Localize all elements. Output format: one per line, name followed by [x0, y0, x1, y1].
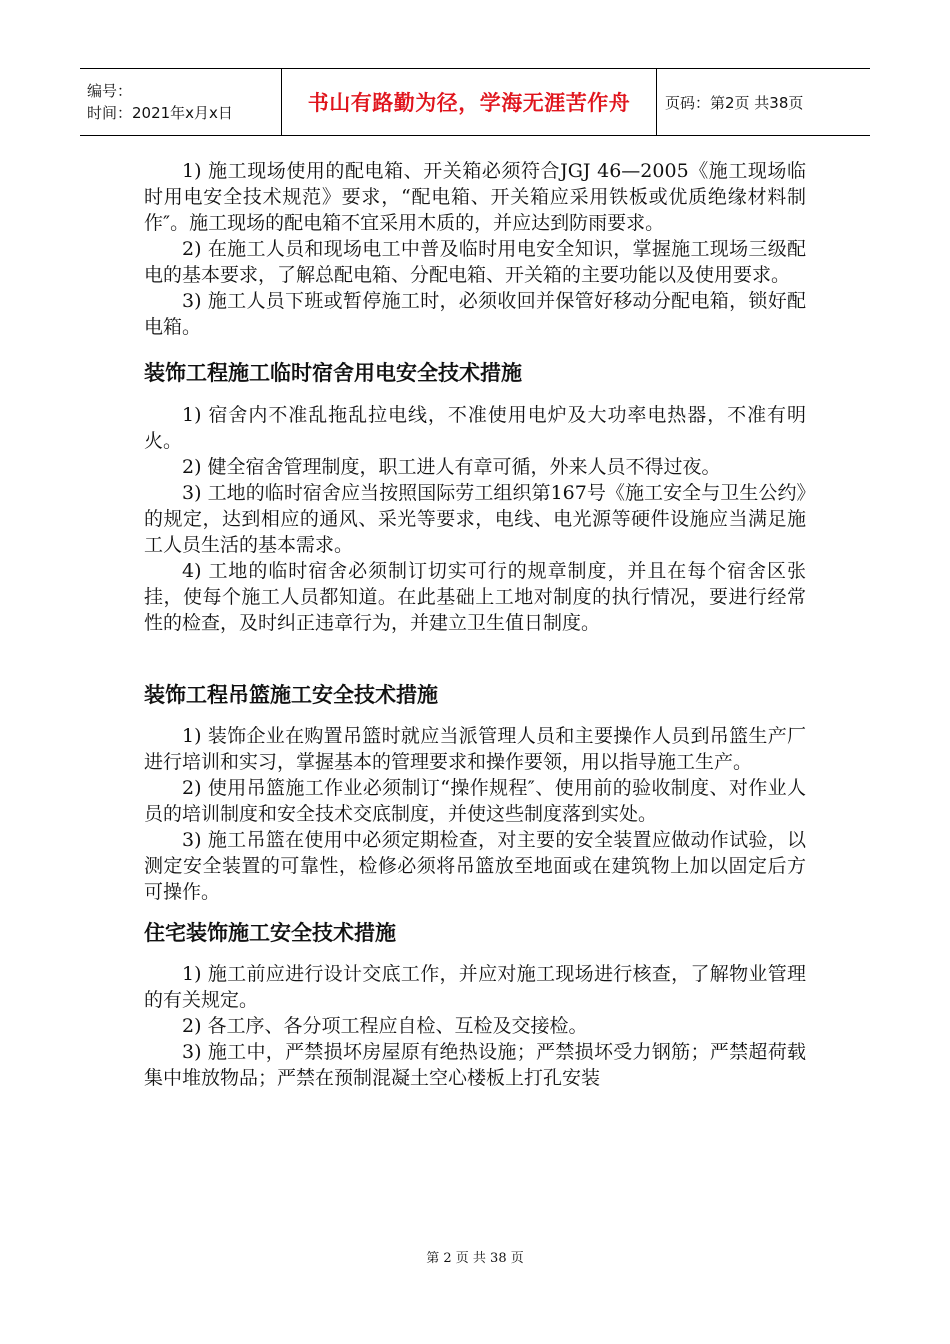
- header-meta: [80, 69, 282, 135]
- number-label: 编号：: [87, 82, 133, 100]
- paragraph: 3) 施工中，严禁损坏房屋原有绝热设施；严禁损坏受力钢筋；严禁超荷载集中堆放物品；严禁在预制混凝土空心楼板上打孔安装: [144, 1041, 806, 1089]
- header-motto-cell: [282, 69, 657, 135]
- paragraph: 3) 施工人员下班或暂停施工时，必须收回并保管好移动分配电箱，锁好配电箱。: [144, 290, 806, 338]
- paragraph: 2) 各工序、各分项工程应自检、互检及交接检。: [182, 1015, 588, 1037]
- paragraph: 2) 使用吊篮施工作业必须制订“操作规程″、使用前的验收制度、对作业人员的培训制度和安全技术交底制度，并使这些制度落到实处。: [144, 777, 806, 825]
- motto: 书山有路勤为径，学海无涯苦作舟: [307, 91, 631, 115]
- paragraph: 2) 在施工人员和现场电工中普及临时用电安全知识，掌握施工现场三级配电的基本要求，了解总配电箱、分配电箱、开关箱的主要功能以及使用要求。: [144, 238, 806, 286]
- page-header: [80, 68, 870, 136]
- page-footer: 第 2 页 共 38 页: [426, 1251, 524, 1266]
- section-heading: 装饰工程施工临时宿舍用电安全技术措施: [144, 361, 522, 385]
- paragraph: 1) 装饰企业在购置吊篮时就应当派管理人员和主要操作人员到吊篮生产厂进行培训和实习，掌握基本的管理要求和操作要领，用以指导施工生产。: [144, 725, 806, 773]
- paragraph: 2) 健全宿舍管理制度，职工进人有章可循，外来人员不得过夜。: [182, 456, 721, 478]
- section-heading: 住宅装饰施工安全技术措施: [144, 921, 396, 945]
- paragraph: 1) 宿舍内不准乱拖乱拉电线，不准使用电炉及大功率电热器，不准有明火。: [144, 404, 806, 452]
- paragraph: 1) 施工前应进行设计交底工作，并应对施工现场进行核查，了解物业管理的有关规定。: [144, 963, 806, 1011]
- page-info: 页码：第2页 共38页: [665, 93, 804, 112]
- header-page-cell: [657, 69, 870, 135]
- section-heading: 装饰工程吊篮施工安全技术措施: [144, 683, 438, 707]
- time-label: 时间：2021年x月x日: [87, 104, 233, 122]
- paragraph: 3) 施工吊篮在使用中必须定期检查，对主要的安全装置应做动作试验，以测定安全装置的可靠性，检修必须将吊篮放至地面或在建筑物上加以固定后方可操作。: [144, 829, 806, 903]
- paragraph: 1) 施工现场使用的配电箱、开关箱必须符合JGJ 46—2005《施工现场临时用电安全技术规范》要求，“配电箱、开关箱应采用铁板或优质绝缘材料制作″。施工现场的配电箱不宜采用木质的，并应达到防雨要求。: [144, 160, 806, 234]
- document-body: [144, 158, 806, 1091]
- paragraph: 4) 工地的临时宿舍必须制订切实可行的规章制度，并且在每个宿舍区张挂，使每个施工人员都知道。在此基础上工地对制度的执行情况，要进行经常性的检查，及时纠正违章行为，并建立卫生值日制度。: [144, 560, 806, 634]
- paragraph: 3) 工地的临时宿舍应当按照国际劳工组织第167号《施工安全与卫生公约》的规定，达到相应的通风、采光等要求，电线、电光源等硬件设施应当满足施工人员生活的基本需求。: [144, 482, 806, 556]
